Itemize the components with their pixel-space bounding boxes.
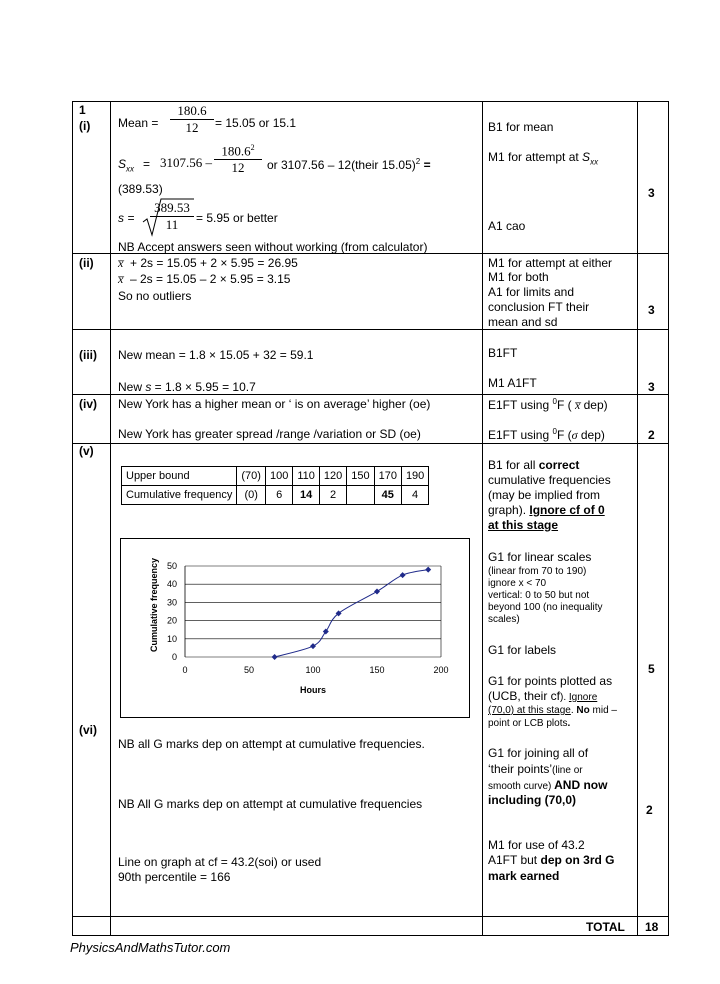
sxx-result: (389.53) (118, 182, 163, 196)
ii-line2: x̅ – 2s = 15.05 – 2 × 5.95 = 3.15 (118, 272, 291, 286)
v-g1-scales: G1 for linear scales (488, 550, 592, 564)
part-label-iii: (iii) (79, 348, 97, 362)
total-label: TOTAL (586, 920, 625, 934)
table-cell: 120 (319, 467, 346, 486)
mean-fraction: $\frac{180.6}{12}$ (170, 103, 214, 136)
mark-b1-mean: B1 for mean (488, 120, 554, 134)
vi-mark1: M1 for use of 43.2 (488, 838, 585, 852)
mark-total-i: 3 (648, 186, 655, 200)
v-g1-points4: point or LCB plots. (488, 718, 571, 729)
part-label-ii: (ii) (79, 256, 94, 270)
cumulative-frequency-table (121, 466, 429, 505)
table-cell: (0) (237, 486, 266, 505)
v-g1-join1: G1 for joining all of (488, 746, 589, 760)
table-cell: 2 (319, 486, 346, 505)
question-number: 1 (79, 103, 86, 117)
chart-x-tick-label: 150 (369, 665, 385, 675)
nb-accept: NB Accept answers seen without working (from calculator) (118, 240, 428, 254)
mark-a1-cao: A1 cao (488, 219, 526, 233)
table-header-upper-bound: Upper bound (122, 467, 237, 486)
chart-y-tick-label: 50 (166, 561, 177, 571)
cumulative-frequency-chart (120, 538, 470, 718)
vi-line2: 90th percentile = 166 (118, 870, 231, 884)
mark-m1-sxx: M1 for attempt at $S_{xx}$ (488, 150, 599, 167)
table-row (122, 486, 429, 505)
table-cell: 170 (374, 467, 401, 486)
iii-mark2: M1 A1FT (488, 376, 537, 390)
v-b1-line3: (may be implied from (488, 488, 601, 502)
v-g1-note3: vertical: 0 to 50 but not (488, 590, 590, 601)
iii-line1: New mean = 1.8 × 15.05 + 32 = 59.1 (118, 348, 314, 362)
mark-total-iii: 3 (648, 380, 655, 394)
chart-y-tick-label: 30 (166, 597, 177, 608)
mark-total-iv: 2 (648, 428, 655, 442)
vi-mark2: A1FT but dep on 3rd G (488, 853, 615, 867)
iv-mark1: E1FT using $^0$F ( x̅ dep) (488, 397, 608, 412)
table-cell: 190 (401, 467, 428, 486)
v-g1-note1: (linear from 70 to 190) (488, 566, 587, 577)
v-g1-join2: ‘their points’(line or (488, 762, 583, 776)
iii-line2: New s = 1.8 × 5.95 = 10.7 (118, 380, 256, 394)
iv-line2: New York has greater spread /range /variation or SD (oe) (118, 427, 421, 441)
ii-mark4: conclusion FT their (488, 300, 590, 314)
table-cell (347, 486, 374, 505)
ii-mark5: mean and sd (488, 315, 558, 329)
part-label-v: (v) (79, 444, 94, 458)
v-b1-line2: cumulative frequencies (488, 473, 611, 487)
vi-nb1: NB all G marks dep on attempt at cumulative frequencies. (118, 737, 425, 751)
table-cell: 110 (293, 467, 320, 486)
iv-mark2: E1FT using $^0$F (σ dep) (488, 427, 605, 442)
mean-result: = 15.05 or 15.1 (215, 116, 297, 130)
v-g1-note2: ignore x < 70 (488, 578, 547, 589)
chart-x-tick-label: 200 (433, 665, 449, 675)
v-g1-points3: (70,0) at this stage. No mid – (488, 705, 617, 716)
v-b1-line4: graph). Ignore cf of 0 (488, 503, 605, 517)
v-g1-labels: G1 for labels (488, 643, 557, 657)
v-b1-line5: at this stage (488, 518, 559, 532)
vi-nb2: NB All G marks dep on attempt at cumulative frequencies (118, 797, 423, 811)
ii-mark3: A1 for limits and (488, 285, 575, 299)
part-label-iv: (iv) (79, 397, 97, 411)
total-value: 18 (645, 920, 659, 934)
part-label-i: (i) (79, 119, 91, 133)
chart-y-tick-label: 10 (166, 633, 177, 644)
mean-label: Mean = (118, 116, 159, 130)
sxx-value: 3107.56 – (160, 155, 212, 170)
chart-x-axis-label: Hours (299, 685, 327, 695)
sxx-label: $S_{xx}$ (118, 157, 135, 174)
vi-mark3: mark earned (488, 869, 560, 883)
footer-site-name: PhysicsAndMathsTutor.com (70, 940, 231, 955)
s-label: s = (118, 211, 135, 225)
iv-line1: New York has a higher mean or ‘ is on average’ higher (oe) (118, 397, 431, 411)
v-g1-points1: G1 for points plotted as (488, 674, 613, 688)
v-g1-note5: scales) (488, 614, 520, 625)
table-header-cum-freq: Cumulative frequency (122, 486, 237, 505)
table-cell: 150 (347, 467, 374, 486)
mark-total-vi: 2 (646, 803, 653, 817)
mark-total-ii: 3 (648, 303, 655, 317)
v-g1-join3: smooth curve) AND now (488, 778, 608, 792)
table-row (122, 467, 429, 486)
part-label-vi: (vi) (79, 723, 97, 737)
chart-y-tick-label: 20 (166, 615, 177, 626)
table-cell: 4 (401, 486, 428, 505)
v-g1-points2: (UCB, their cf). Ignore (488, 689, 598, 703)
ii-line3: So no outliers (118, 289, 192, 303)
chart-y-tick-label: 40 (166, 579, 177, 590)
ii-mark2: M1 for both (488, 270, 549, 284)
chart-y-tick-label: 0 (171, 652, 177, 662)
sxx-fraction: $\frac{180.6^2}{12}$ (214, 143, 262, 176)
chart-x-tick-label: 100 (305, 665, 321, 675)
iii-mark1: B1FT (488, 346, 518, 360)
v-b1-line1: B1 for all correct (488, 458, 580, 472)
v-g1-note4: beyond 100 (no inequality (488, 602, 603, 613)
mark-total-v: 5 (648, 662, 655, 676)
ii-line1: x̅ + 2s = 15.05 + 2 × 5.95 = 26.95 (118, 256, 298, 270)
chart-y-axis-label: Cumulative frequency (149, 557, 159, 653)
table-cell: 6 (265, 486, 292, 505)
sxx-equals: = (143, 157, 151, 171)
s-result: = 5.95 or better (196, 211, 278, 225)
table-cell: 45 (374, 486, 401, 505)
table-cell: 100 (265, 467, 292, 486)
s-fraction: $\frac{389.53}{11}$ (150, 200, 194, 233)
table-cell: (70) (237, 467, 266, 486)
ii-mark1: M1 for attempt at either (488, 256, 613, 270)
v-g1-join4: including (70,0) (488, 793, 577, 807)
vi-line1: Line on graph at cf = 43.2(soi) or used (118, 855, 322, 869)
chart-x-tick-label: 50 (243, 665, 255, 675)
sxx-alternative: or 3107.56 – 12(their 15.05)$^2$ = (267, 157, 431, 172)
chart-x-tick-label: 0 (182, 665, 188, 675)
table-cell: 14 (293, 486, 320, 505)
